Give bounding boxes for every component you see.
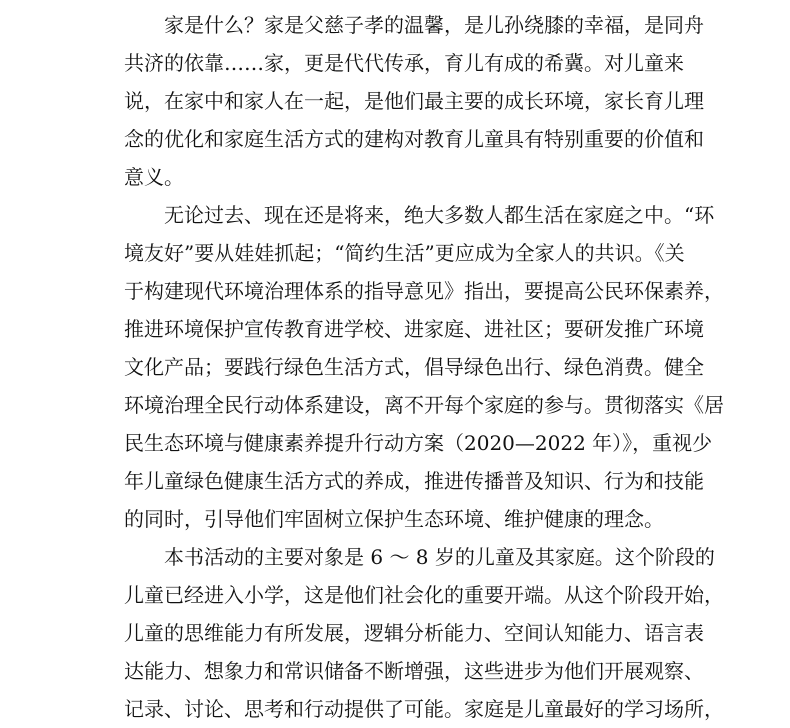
paragraph-3-line-5: 记录、讨论、思考和行动提供了可能。家庭是儿童最好的学习场所，	[124, 697, 724, 721]
paragraph-2-line-7: 民生态环境与健康素养提升行动方案（2020—2022 年）》，重视少	[124, 431, 713, 455]
paragraph-1-line-3: 说，在家中和家人在一起，是他们最主要的成长环境，家长育儿理	[124, 89, 704, 113]
paragraph-1-line-5: 意义。	[124, 165, 184, 189]
paragraph-2-line-6: 环境治理全民行动体系建设，离不开每个家庭的参与。贯彻落实《居	[124, 393, 724, 417]
document-page	[124, 0, 724, 721]
paragraph-1-line-2: 共济的依靠……家，更是代代传承，育儿有成的希冀。对儿童来	[124, 51, 684, 75]
paragraph-1-line-1: 家是什么？家是父慈子孝的温馨，是儿孙绕膝的幸福，是同舟	[164, 13, 704, 37]
paragraph-2-line-2: 境友好”要从娃娃抓起；“简约生活”更应成为全家人的共识。《关	[124, 241, 685, 265]
paragraph-3-line-2: 儿童已经进入小学，这是他们社会化的重要开端。从这个阶段开始，	[124, 583, 724, 607]
paragraph-1-line-4: 念的优化和家庭生活方式的建构对教育儿童具有特别重要的价值和	[124, 127, 704, 151]
paragraph-2-line-8: 年儿童绿色健康生活方式的养成，推进传播普及知识、行为和技能	[124, 469, 704, 493]
paragraph-2-line-5: 文化产品；要践行绿色生活方式，倡导绿色出行、绿色消费。健全	[124, 355, 704, 379]
paragraph-3-line-3: 儿童的思维能力有所发展，逻辑分析能力、空间认知能力、语言表	[124, 621, 704, 645]
paragraph-2-line-1: 无论过去、现在还是将来，绝大多数人都生活在家庭之中。“环	[164, 203, 715, 227]
paragraph-2-line-9: 的同时，引导他们牢固树立保护生态环境、维护健康的理念。	[124, 507, 664, 531]
paragraph-2-line-4: 推进环境保护宣传教育进学校、进家庭、进社区；要研发推广环境	[124, 317, 704, 341]
paragraph-3-line-1: 本书活动的主要对象是 6 ～ 8 岁的儿童及其家庭。这个阶段的	[164, 545, 715, 569]
paragraph-2-line-3: 于构建现代环境治理体系的指导意见》指出，要提高公民环保素养，	[124, 279, 724, 303]
paragraph-3-line-4: 达能力、想象力和常识储备不断增强，这些进步为他们开展观察、	[124, 659, 704, 683]
